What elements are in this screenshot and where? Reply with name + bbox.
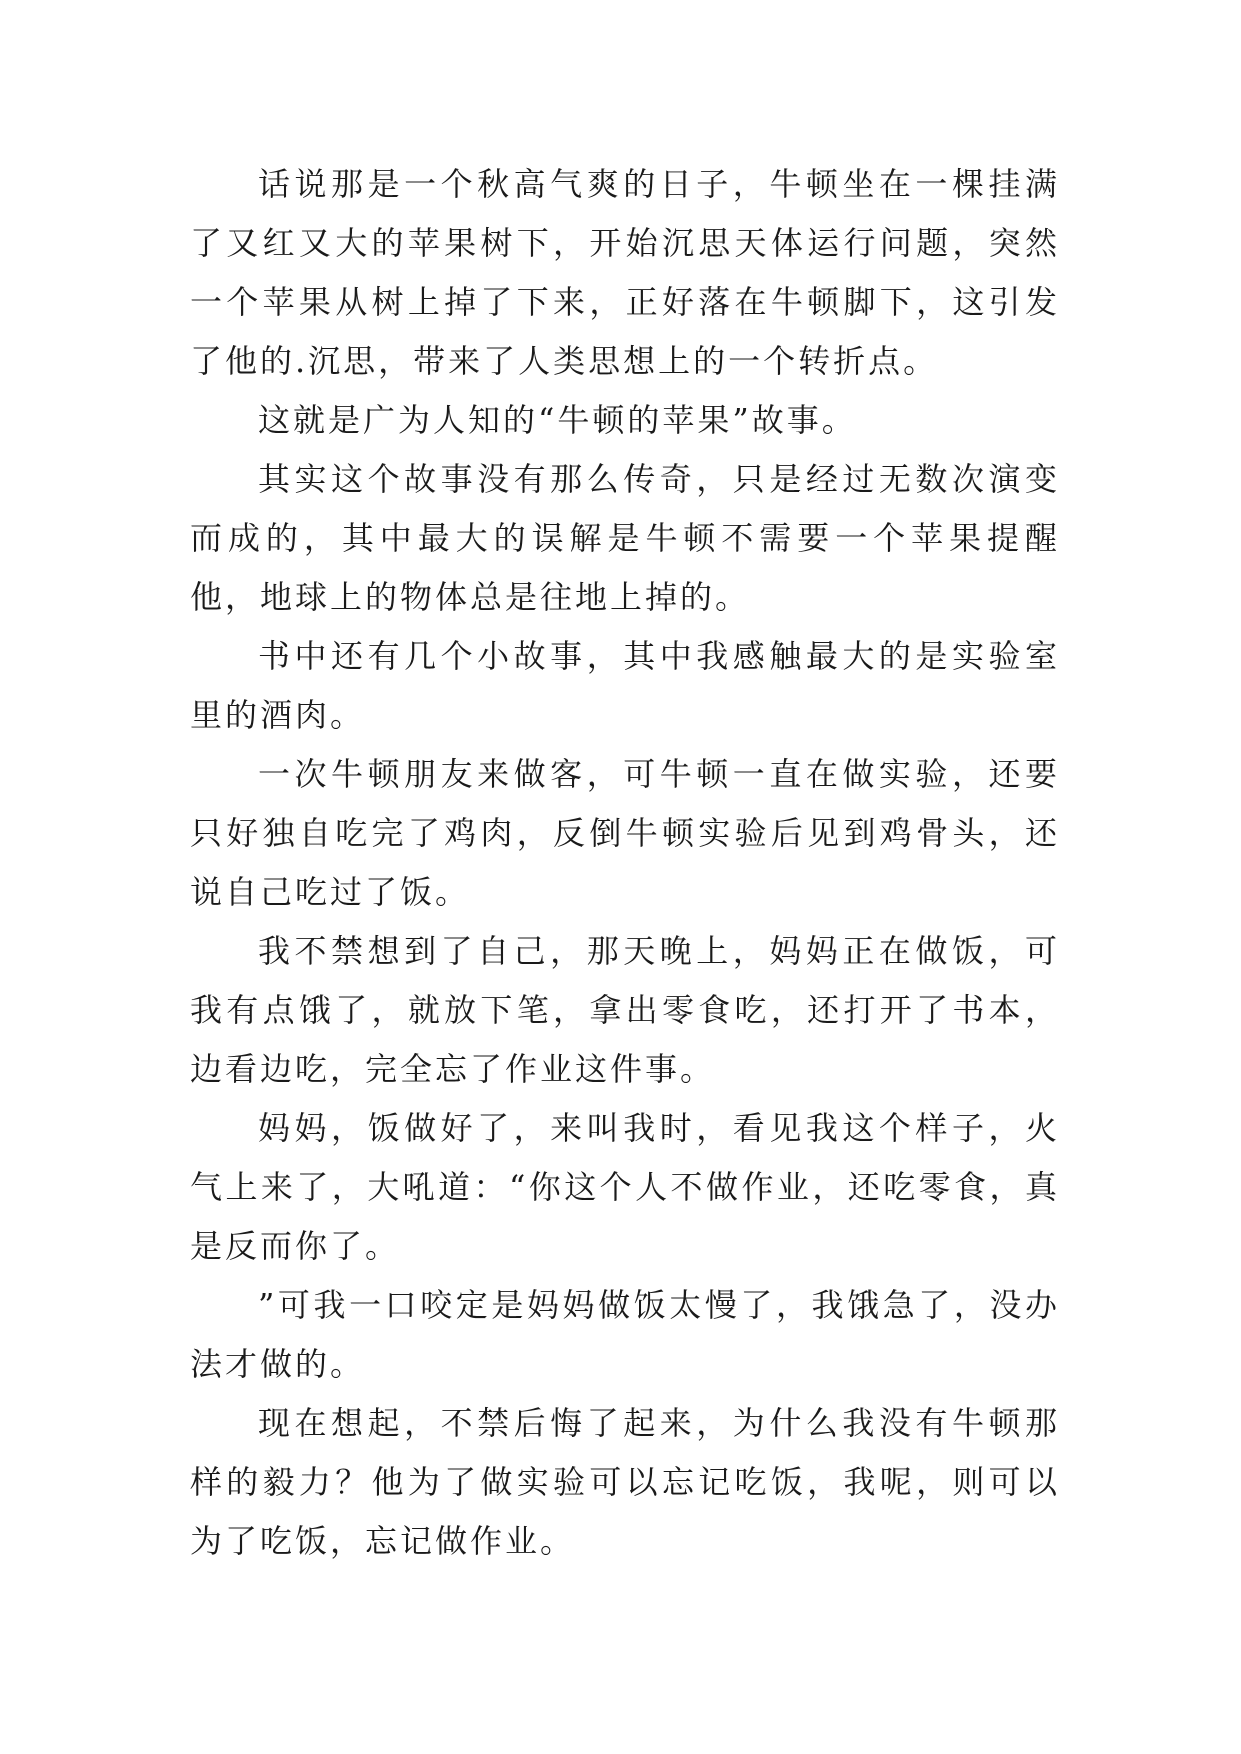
paragraph: 书中还有几个小故事，其中我感触最大的是实验室里的酒肉。 bbox=[190, 637, 1060, 734]
paragraph: 我不禁想到了自己，那天晚上，妈妈正在做饭，可我有点饿了，就放下笔，拿出零食吃，还打开了书本，边看边吃，完全忘了作业这件事。 bbox=[190, 932, 1060, 1088]
paragraph: 其实这个故事没有那么传奇，只是经过无数次演变而成的，其中最大的误解是牛顿不需要一个苹果提醒他，地球上的物体总是往地上掉的。 bbox=[190, 460, 1060, 616]
document-body bbox=[190, 155, 1060, 1571]
paragraph: ”可我一口咬定是妈妈做饭太慢了，我饿急了，没办法才做的。 bbox=[190, 1286, 1060, 1383]
paragraph: 话说那是一个秋高气爽的日子，牛顿坐在一棵挂满了又红又大的苹果树下，开始沉思天体运行问题，突然一个苹果从树上掉了下来，正好落在牛顿脚下，这引发了他的.沉思，带来了人类思想上的一个转折点。 bbox=[190, 165, 1060, 380]
paragraph: 一次牛顿朋友来做客，可牛顿一直在做实验，还要只好独自吃完了鸡肉，反倒牛顿实验后见到鸡骨头，还说自己吃过了饭。 bbox=[190, 755, 1060, 911]
paragraph: 妈妈，饭做好了，来叫我时，看见我这个样子，火气上来了，大吼道：“你这个人不做作业，还吃零食，真是反而你了。 bbox=[190, 1109, 1060, 1265]
paragraph: 现在想起，不禁后悔了起来，为什么我没有牛顿那样的毅力？他为了做实验可以忘记吃饭，我呢，则可以为了吃饭，忘记做作业。 bbox=[190, 1404, 1060, 1560]
paragraph: 这就是广为人知的“牛顿的苹果”故事。 bbox=[258, 401, 857, 439]
